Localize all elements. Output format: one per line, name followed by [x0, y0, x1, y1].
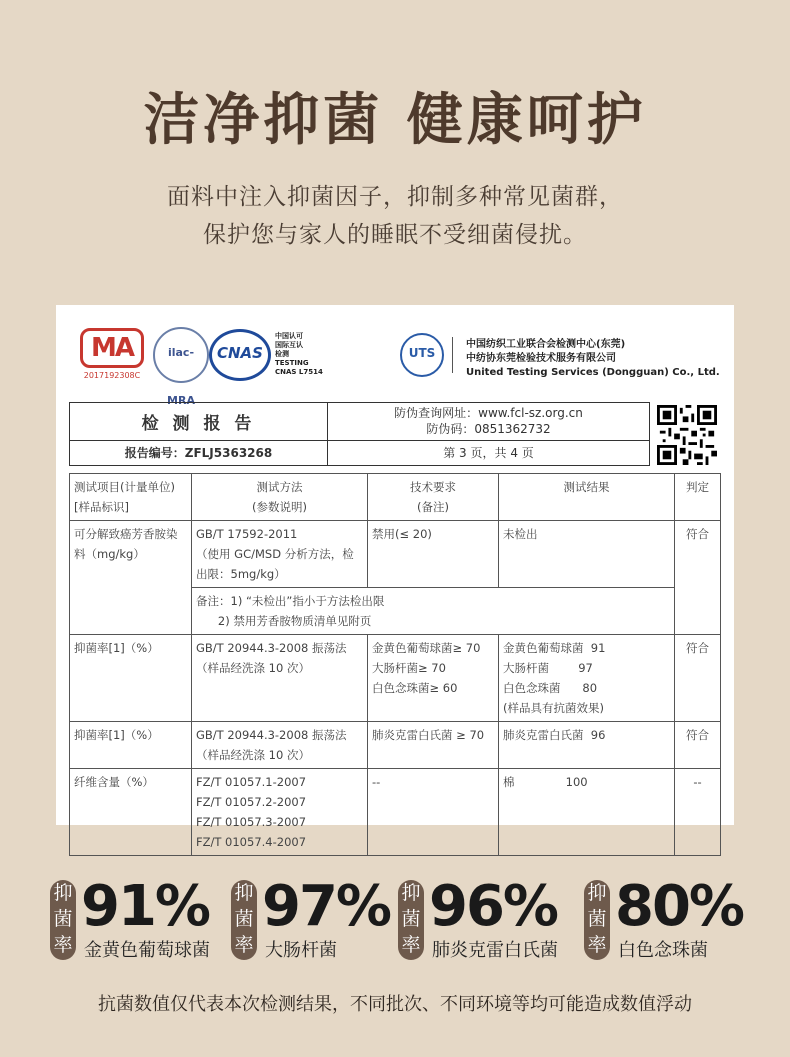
- report-header: [69, 402, 650, 466]
- table-note-row: 备注：1) “未检出”指小于方法检出限 2) 禁用芳香胺物质清单见附页: [70, 588, 721, 635]
- table-row: 纤维含量（%） FZ/T 01057.1-2007 FZ/T 01057.2-2007 FZ/T 01057.3-2007 FZ/T 01057.4-2007 -- 棉 100 --: [70, 769, 721, 856]
- subtitle-line-2: 保护您与家人的睡眠不受细菌侵扰。: [203, 222, 587, 248]
- stat-label: 金黄色葡萄球菌: [84, 940, 210, 961]
- table-header-row: 测试项目(计量单位) [样品标识] 测试方法 (参数说明) 技术要求 (备注) 测试结果 判定: [70, 474, 721, 521]
- stat-label: 肺炎克雷白氏菌: [432, 940, 558, 961]
- results-table: [69, 473, 721, 856]
- qr-code-icon: [657, 405, 717, 465]
- anti-counterfeit-info: 防伪查询网址：www.fcl-sz.org.cn 防伪码：0851362732: [328, 403, 650, 441]
- test-report-document: [56, 305, 734, 849]
- report-title: 检 测 报 告: [70, 403, 328, 441]
- stat-label: 白色念珠菌: [618, 940, 708, 961]
- cma-number: 2017192308C: [83, 371, 141, 380]
- table-row: 抑菌率[1]（%） GB/T 20944.3-2008 振荡法 （样品经洗涤 10 次） 肺炎克雷白氏菌 ≥ 70 肺炎克雷白氏菌 96 符合: [70, 722, 721, 769]
- table-row: 可分解致癌芳香胺染料（mg/kg） GB/T 17592-2011 （使用 GC/MSD 分析方法，检出限：5mg/kg） 禁用(≤ 20) 未检出 符合: [70, 521, 721, 588]
- disclaimer-note: 抗菌数值仅代表本次检测结果，不同批次、不同环境等均可能造成数值浮动: [98, 994, 692, 1015]
- cnas-logo: CNAS: [209, 329, 271, 381]
- divider: [452, 337, 453, 373]
- stat-badge: 抑菌率: [231, 880, 257, 960]
- uts-logo: UTS: [400, 333, 444, 377]
- stat-percent: 96%: [429, 874, 558, 939]
- cnas-text: 中国认可 国际互认 检测 TESTING CNAS L7514: [275, 332, 323, 376]
- ilac-mra-logo: ilac-MRA: [153, 327, 209, 383]
- report-number: 报告编号：ZFLJ5363268: [70, 440, 328, 465]
- stat-badge: 抑菌率: [584, 880, 610, 960]
- stat-percent: 97%: [262, 874, 391, 939]
- stat-label: 大肠杆菌: [265, 940, 337, 961]
- stat-percent: 80%: [615, 874, 744, 939]
- subtitle-line-1: 面料中注入抑菌因子，抑制多种常见菌群，: [167, 184, 623, 210]
- page-indicator: 第 3 页，共 4 页: [328, 440, 650, 465]
- certification-logos: [56, 305, 734, 407]
- cma-logo: MA 2017192308C: [80, 328, 144, 380]
- stat-badge: 抑菌率: [50, 880, 76, 960]
- stat-percent: 91%: [81, 874, 210, 939]
- lab-name: 中国纺织工业联合会检测中心(东莞) 中纺协东莞检验技术服务有限公司 United Testing Services (Dongguan) Co., Ltd.: [466, 339, 720, 378]
- page-title: 洁净抑菌 健康呵护: [143, 88, 647, 153]
- stat-badge: 抑菌率: [398, 880, 424, 960]
- table-row: 抑菌率[1]（%） GB/T 20944.3-2008 振荡法 （样品经洗涤 10 次） 金黄色葡萄球菌≥ 70 大肠杆菌≥ 70 白色念珠菌≥ 60 金黄色葡萄球菌 91 大肠杆菌 97 白色念珠菌 80 (样品具有抗菌效果) 符合: [70, 635, 721, 722]
